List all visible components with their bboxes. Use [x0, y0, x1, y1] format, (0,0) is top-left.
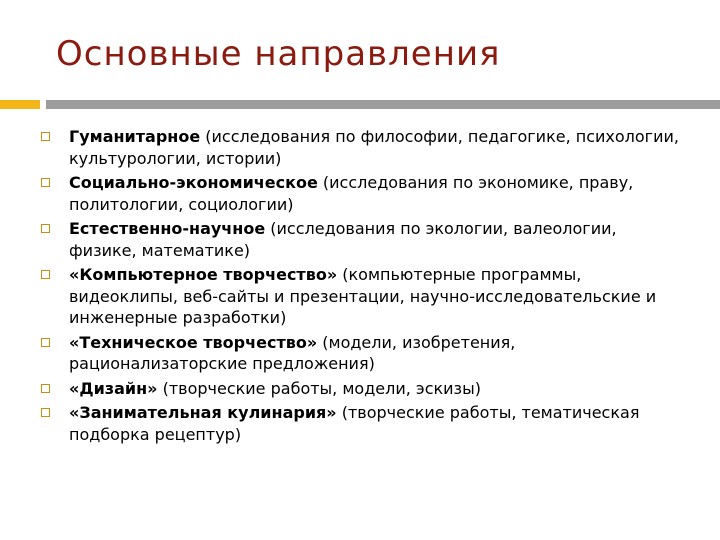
bullet-heading: «Техническое творчество»: [69, 332, 318, 352]
square-bullet-icon: [41, 132, 50, 141]
bullet-item: [36, 264, 686, 329]
bullet-description: (модели, изобретения, рационализаторские предложения): [69, 332, 516, 373]
bullet-list: [36, 126, 686, 448]
square-bullet-icon: [41, 338, 50, 347]
bullet-item: [36, 332, 686, 375]
bullet-heading: «Компьютерное творчество»: [69, 265, 338, 284]
bullet-heading: Естественно-научное: [69, 219, 266, 238]
bullet-description: (творческие работы, тематическая подборка рецептур): [69, 403, 640, 444]
square-bullet-icon: [41, 384, 50, 393]
bullet-heading: «Дизайн»: [69, 378, 158, 398]
bullet-item: [36, 172, 686, 215]
bullet-description: (исследования по философии, педагогике, психологии, культурологии, истории): [69, 127, 679, 168]
bullet-description: (компьютерные программы, видеоклипы, веб-сайты и презентации, научно-исследовательские и инженерные разработки): [69, 265, 657, 327]
accent-bar: [0, 100, 40, 109]
bullet-item: [36, 402, 686, 445]
bullet-description: (исследования по экономике, праву, политологии, социологии): [69, 173, 634, 214]
bullet-heading: Социально-экономическое: [69, 173, 318, 192]
slide-title: Основные направления: [56, 34, 501, 74]
square-bullet-icon: [41, 408, 50, 417]
bullet-item: [36, 218, 686, 261]
bullet-heading: «Занимательная кулинария»: [69, 403, 337, 422]
bullet-item: [36, 126, 686, 169]
bullet-heading: Гуманитарное: [69, 127, 201, 146]
bullet-description: (творческие работы, модели, эскизы): [157, 378, 481, 398]
square-bullet-icon: [41, 178, 50, 187]
square-bullet-icon: [41, 224, 50, 233]
bullet-item: [36, 378, 686, 400]
square-bullet-icon: [41, 270, 50, 279]
bullet-description: (исследования по экологии, валеологии, физике, математике): [69, 219, 617, 260]
title-rule: [46, 100, 720, 109]
